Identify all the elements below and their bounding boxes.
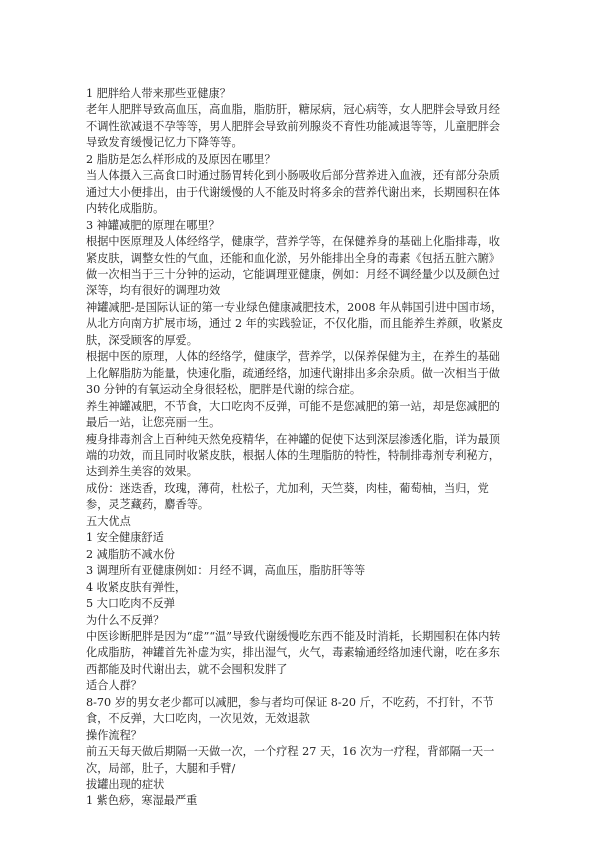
paragraph: 老年人肥胖导致高血压，高血脂，脂肪肝，糖尿病，冠心病等，女人肥胖会导致月经不调性欲减退不孕等等，男人肥胖会导致前列腺炎不育性功能减退等等，儿童肥胖会导致发育缓慢记忆力下降等等。 bbox=[86, 103, 500, 150]
paragraph: 当人体摄入三高食口时通过肠胃转化到小肠吸收后部分营养进入血液，还有部分杂质通过大小便排出，由于代谢缓慢的人不能及时将多余的营养代谢出来，长期囤积在体内转化成脂肪。 bbox=[86, 169, 500, 216]
paragraph: 瘦身排毒剂含上百种纯天然免疫精华，在神罐的促使下达到深层渗透化脂，详为最顶端的功效，而且同时收紧皮肤，根据人体的生理脂肪的特性，特制排毒剂专利秘方，达到养生美容的效果。 bbox=[86, 432, 500, 479]
question-heading: 3 神罐减肥的原理在哪里？ bbox=[86, 218, 220, 232]
list-item: 2 减脂肪不减水份 bbox=[86, 547, 175, 561]
list-item: 1 紫色痧，寒湿最严重 bbox=[86, 794, 198, 808]
list-item: 1 安全健康舒适 bbox=[86, 531, 164, 545]
list-item: 3 调理所有亚健康例如：月经不调，高血压，脂肪肝等等 bbox=[86, 564, 366, 578]
paragraph: 神罐减肥-是国际认证的第一专业绿色健康减肥技术，2008 年从韩国引进中国市场，从北方向南方扩展市场，通过 2 年的实践验证，不仅化脂，而且能养生养颜，收紧皮肤，深受顾客的厚爱。 bbox=[86, 300, 503, 347]
section-heading: 拔罐出现的症状 bbox=[86, 778, 165, 792]
paragraph: 养生神罐减肥，不节食，大口吃肉不反弹，可能不是您减肥的第一站，却是您减肥的最后一站，让您亮丽一生。 bbox=[86, 399, 500, 430]
question-heading: 1 肥胖给人带来那些亚健康？ bbox=[86, 87, 231, 100]
section-heading: 五大优点 bbox=[86, 514, 131, 528]
document-body bbox=[86, 86, 510, 810]
paragraph: 中医诊断肥胖是因为“虚”“温”导致代谢缓慢吃东西不能及时消耗，长期囤积在体内转化成脂肪，神罐首先补虚为实，排出湿气，火气，毒素输通经络加速代谢，吃在多东西都能及时代谢出去，就不会囤积发胖了 bbox=[86, 629, 501, 676]
list-item: 5 大口吃肉不反弹 bbox=[86, 597, 175, 611]
paragraph: 根据中医的原理，人体的经络学，健康学，营养学，以保养保健为主，在养生的基础上化解脂肪为能量，快速化脂，疏通经络，加速代谢排出多余杂质。做一次相当于做 30 分钟的有氧运动全身很轻松，肥胖是代谢的综合症。 bbox=[86, 350, 500, 397]
question-heading: 2 脂肪是怎么样形成的及原因在哪里？ bbox=[86, 152, 276, 166]
question-heading: 适合人群？ bbox=[86, 679, 142, 693]
question-heading: 为什么不反弹？ bbox=[86, 613, 165, 627]
question-heading: 操作流程？ bbox=[86, 728, 142, 742]
paragraph: 前五天每天做后期隔一天做一次，一个疗程 27 天，16 次为一疗程，背部隔一天一次，局部，肚子，大腿和手臂/ bbox=[86, 745, 495, 775]
paragraph: 8-70 岁的男女老少都可以减肥，参与者均可保证 8-20 斤，不吃药，不打针，不节食，不反弹，大口吃肉，一次见效，无效退款 bbox=[86, 695, 494, 726]
paragraph: 根据中医原理及人体经络学，健康学，营养学等，在保健养身的基础上化脂排毒，收紧皮肤，调整女性的气血，还能和血化淤，另外能排出全身的毒素《包括五脏六腑》做一次相当于三十分钟的运动，它能调理亚健康，例如：月经不调经量少以及颜色过深等，均有很好的调理功效 bbox=[86, 235, 500, 298]
list-item: 4 收紧皮肤有弹性， bbox=[86, 580, 187, 594]
ingredients-paragraph: 成份：迷迭香，玫瑰，薄荷，杜松子，尤加利，天竺葵，肉桂，葡萄柚，当归，党参，灵芝藏药，麝香等。 bbox=[86, 481, 489, 512]
